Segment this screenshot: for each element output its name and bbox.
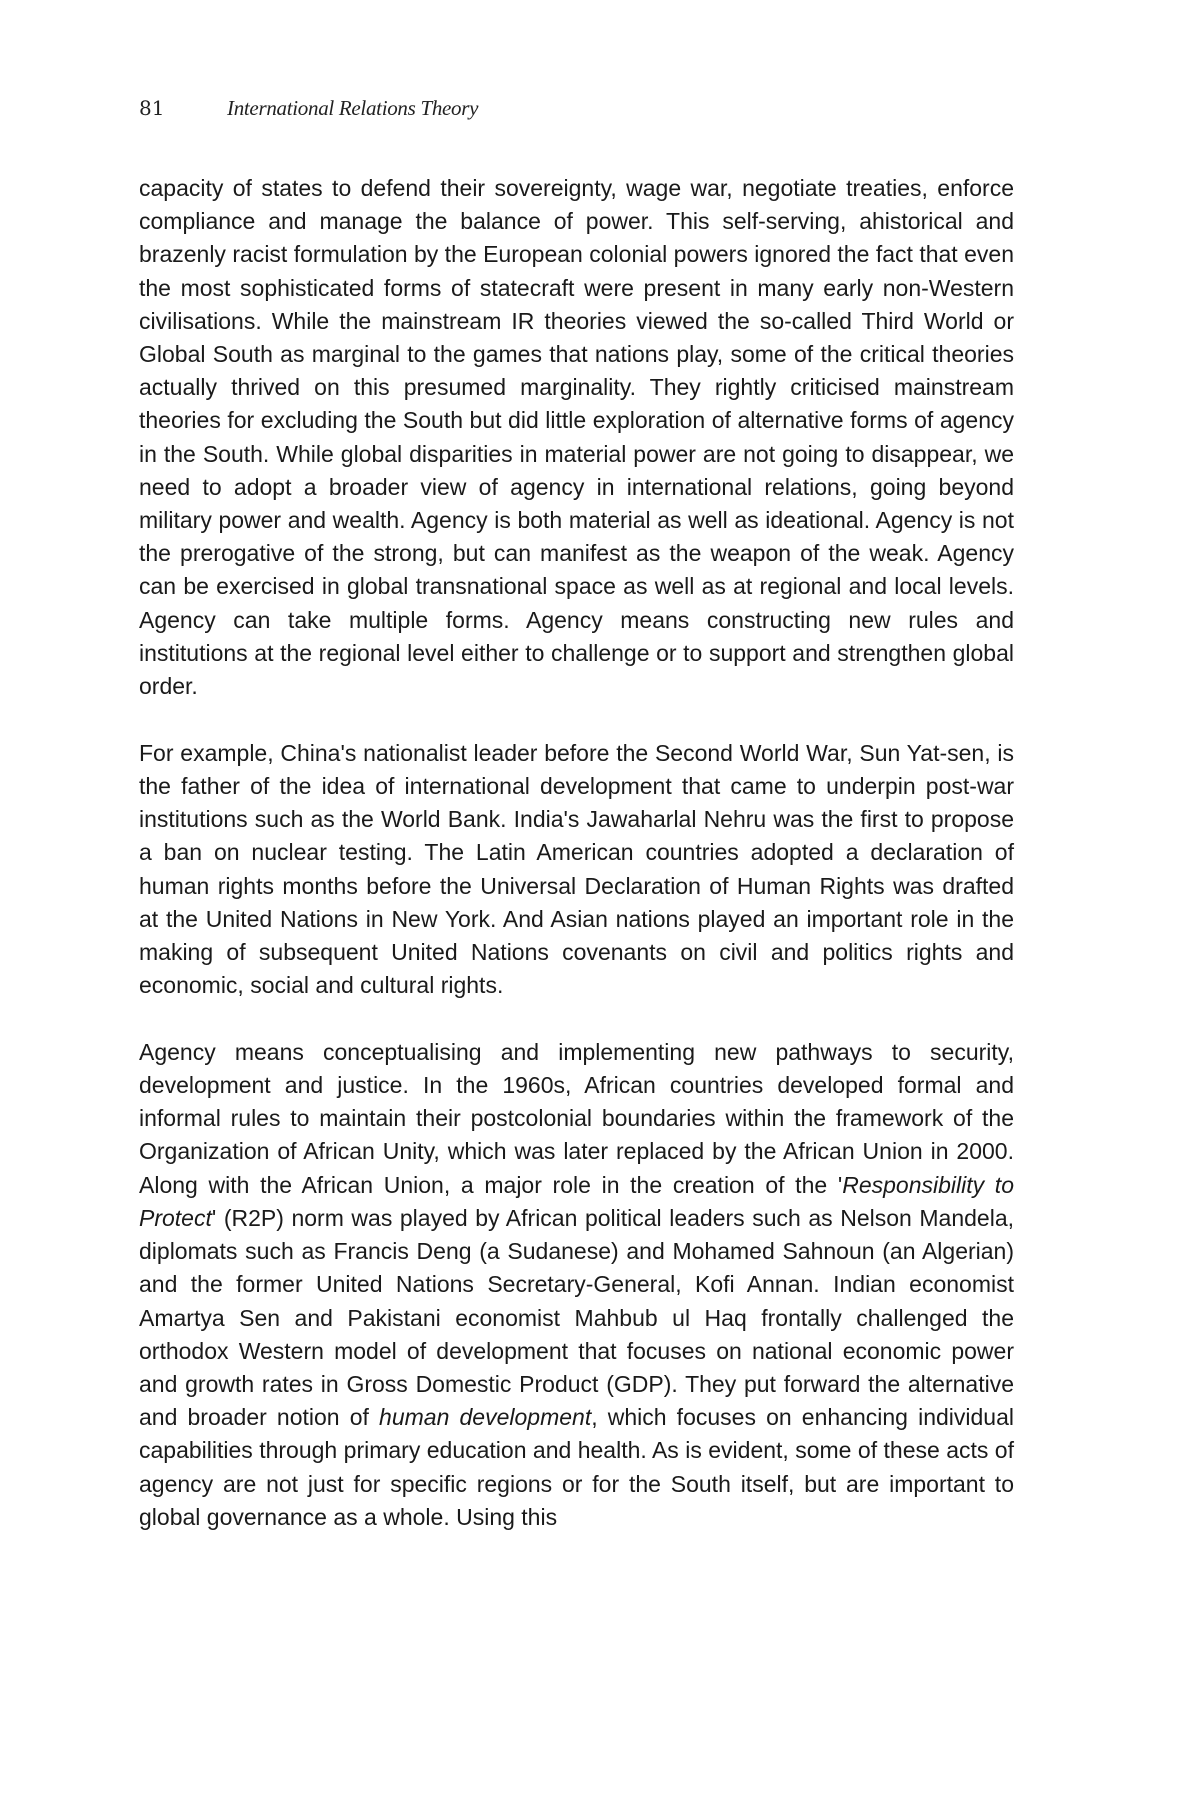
page-number: 81: [139, 96, 165, 120]
responsibility-to-protect-term: Responsibility to Protect: [139, 1171, 1014, 1231]
paragraph-3-part-2: ' (R2P) norm was played by African political leaders such as Nelson Mandela, diplomats such as Francis Deng (a Sudanese) and Mohamed Sahnoun (an Algerian) and the former United Nations Secretary-General, Kofi Annan. Indian economist Amartya Sen and Pakistani economist Mahbub ul Haq frontally challenged the orthodox Western model of development that focuses on national economic power and growth rates in Gross Domestic Product (GDP). They put forward the alternative and broader notion of: [139, 1204, 1014, 1431]
paragraph-3-part-1: Agency means conceptualising and implementing new pathways to security, development and justice. In the 1960s, African countries developed formal and informal rules to maintain their postcolonial boundaries within the framework of the Organization of African Unity, which was later replaced by the African Union in 2000. Along with the African Union, a major role in the creation of the ': [139, 1038, 1014, 1198]
body-text: [139, 172, 1014, 1534]
running-title: International Relations Theory: [227, 96, 479, 120]
paragraph-3: [139, 1036, 1014, 1534]
human-development-term: human development: [379, 1404, 592, 1431]
paragraph-1: capacity of states to defend their sovereignty, wage war, negotiate treaties, enforce compliance and manage the balance of power. This self-serving, ahistorical and brazenly racist formulation by the European colonial powers ignored the fact that even the most sophisticated forms of statecraft were present in many early non-Western civilisations. While the mainstream IR theories viewed the so-called Third World or Global South as marginal to the games that nations play, some of the critical theories actually thrived on this presumed marginality. They rightly criticised mainstream theories for excluding the South but did little exploration of alternative forms of agency in the South. While global disparities in material power are not going to disappear, we need to adopt a broader view of agency in international relations, going beyond military power and wealth. Agency is both material as well as ideational. Agency is not the prerogative of the strong, but can manifest as the weapon of the weak. Agency can be exercised in global transnational space as well as at regional and local levels. Agency can take multiple forms. Agency means constructing new rules and institutions at the regional level either to challenge or to support and strengthen global order.: [139, 175, 1014, 700]
paragraph-3-part-3: , which focuses on enhancing individual capabilities through primary education and health. As is evident, some of these acts of agency are not just for specific regions or for the South itself, but are important to global governance as a whole. Using this: [139, 1404, 1014, 1530]
running-header: [139, 96, 478, 121]
paragraph-2: For example, China's nationalist leader before the Second World War, Sun Yat-sen, is the father of the idea of international development that came to underpin post-war institutions such as the World Bank. India's Jawaharlal Nehru was the first to propose a ban on nuclear testing. The Latin American countries adopted a declaration of human rights months before the Universal Declaration of Human Rights was drafted at the United Nations in New York. And Asian nations played an important role in the making of subsequent United Nations covenants on civil and politics rights and economic, social and cultural rights.: [139, 739, 1014, 999]
